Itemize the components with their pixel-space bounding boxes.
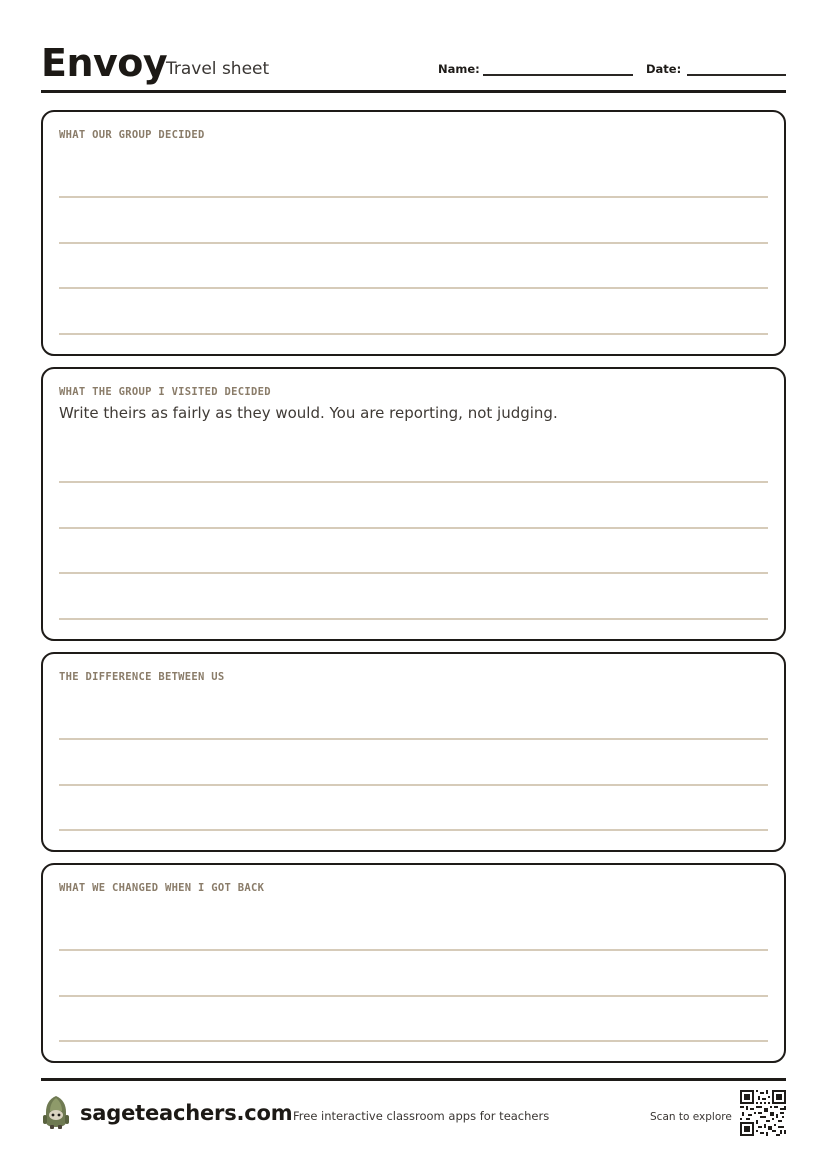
writing-line[interactable] — [59, 287, 768, 289]
sage-mascot-icon — [41, 1095, 71, 1129]
writing-line[interactable] — [59, 333, 768, 335]
writing-line[interactable] — [59, 738, 768, 740]
page-subtitle: Travel sheet — [166, 59, 270, 79]
date-label: Date: — [646, 62, 682, 76]
writing-line[interactable] — [59, 572, 768, 574]
page-title: Envoy — [41, 41, 168, 85]
writing-line[interactable] — [59, 618, 768, 620]
writing-line[interactable] — [59, 242, 768, 244]
writing-line[interactable] — [59, 995, 768, 997]
name-field[interactable] — [483, 74, 633, 76]
writing-line[interactable] — [59, 949, 768, 951]
section-difference-between-us — [41, 652, 786, 852]
writing-line[interactable] — [59, 1040, 768, 1042]
section-what-we-changed — [41, 863, 786, 1063]
section-label: WHAT OUR GROUP DECIDED — [59, 129, 205, 141]
name-label: Name: — [438, 62, 480, 76]
qr-code-icon[interactable] — [740, 1090, 786, 1136]
section-instruction: Write theirs as fairly as they would. You are reporting, not judging. — [59, 404, 558, 422]
writing-line[interactable] — [59, 829, 768, 831]
section-our-group-decided — [41, 110, 786, 356]
section-label: WHAT THE GROUP I VISITED DECIDED — [59, 386, 271, 398]
brand-name: sageteachers.com — [80, 1101, 293, 1125]
page-header — [41, 40, 786, 92]
section-label: THE DIFFERENCE BETWEEN US — [59, 671, 225, 683]
scan-label: Scan to explore — [650, 1111, 732, 1123]
writing-line[interactable] — [59, 527, 768, 529]
section-group-visited-decided — [41, 367, 786, 641]
section-label: WHAT WE CHANGED WHEN I GOT BACK — [59, 882, 265, 894]
writing-line[interactable] — [59, 196, 768, 198]
date-field[interactable] — [687, 74, 786, 76]
writing-line[interactable] — [59, 784, 768, 786]
header-divider — [41, 90, 786, 93]
footer-tagline: Free interactive classroom apps for teachers — [293, 1109, 550, 1123]
footer-divider — [41, 1078, 786, 1081]
writing-line[interactable] — [59, 481, 768, 483]
